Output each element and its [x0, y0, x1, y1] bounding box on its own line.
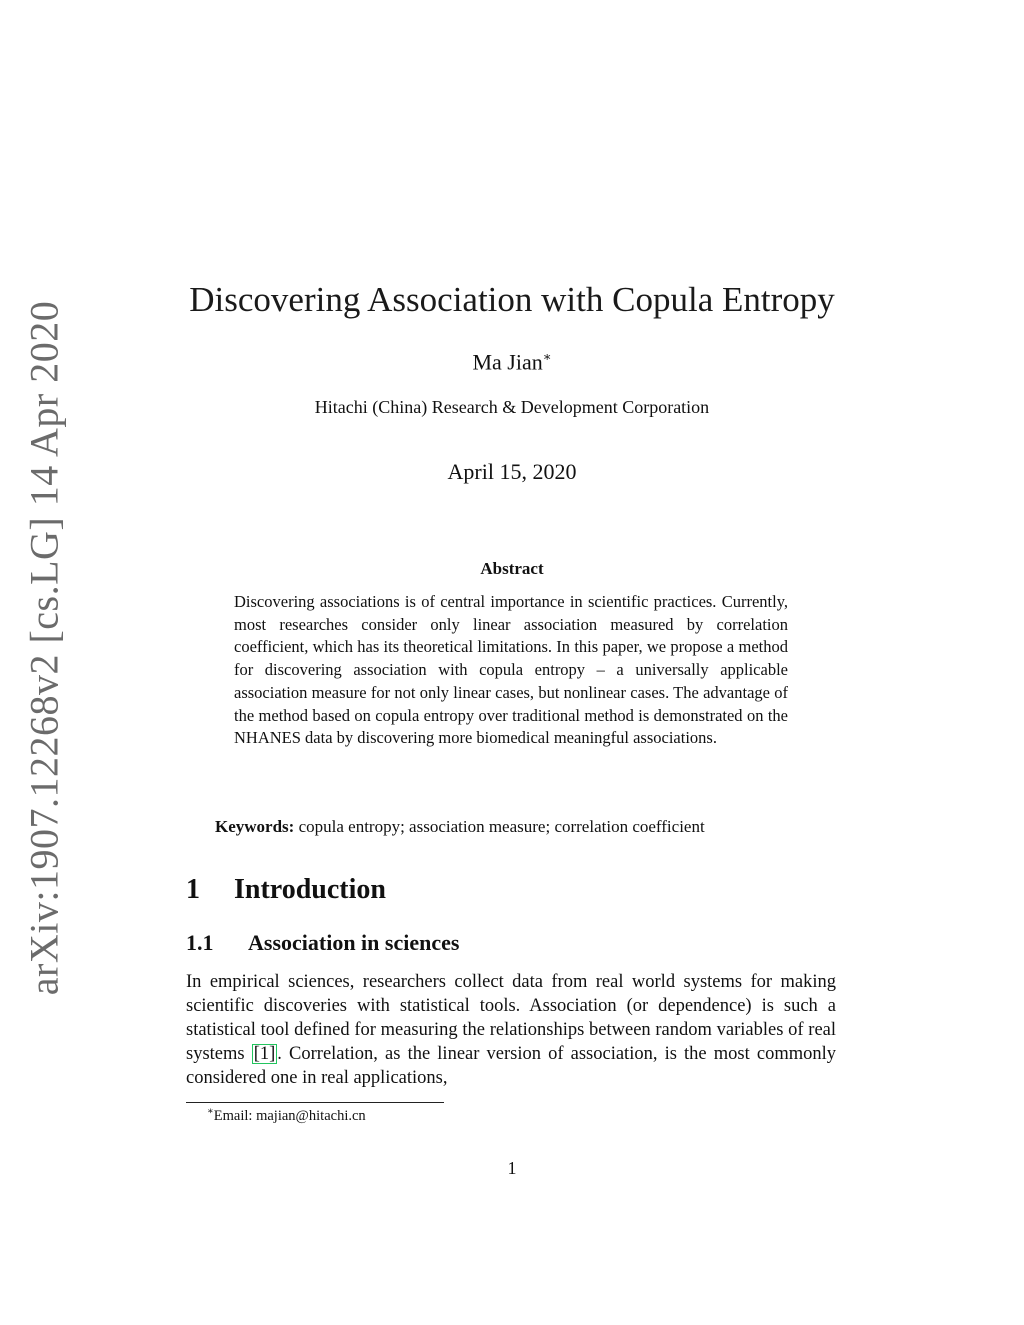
arxiv-identifier-stamp: arXiv:1907.12268v2 [cs.LG] 14 Apr 2020: [21, 300, 67, 996]
author-affiliation: Hitachi (China) Research & Development Corporation: [314, 397, 710, 417]
author-footnote-mark[interactable]: ∗: [542, 349, 552, 364]
subsection-number: 1.1: [186, 930, 214, 955]
keywords-label: Keywords:: [215, 817, 295, 836]
publication-date: April 15, 2020: [447, 459, 577, 484]
section-number: 1: [186, 874, 200, 905]
paragraph-text-after-citation: . Correlation, as the linear version of association, is the most commonly considered one in real applications,: [186, 1044, 836, 1088]
abstract-text: Discovering associations is of central importance in scientific practices. Currently, most researches consider only linear association measured by correlation coefficient, which has its theoretical limitations. In this paper, we propose a method for discovering association with copula entropy – a universally applicable association measure for not only linear cases, but nonlinear cases. The advantage of the method based on copula entropy over traditional method is demonstrated on the NHANES data by discovering more biomedical meaningful associations.: [234, 592, 788, 748]
section-title: Introduction: [234, 874, 386, 905]
paper-title: Discovering Association with Copula Entropy: [189, 280, 835, 319]
section-heading-introduction: [186, 874, 386, 906]
citation-link[interactable]: [1]: [253, 1044, 276, 1064]
introduction-paragraph: [186, 970, 836, 1090]
footnote-divider: [186, 1102, 444, 1103]
footnote-email: [207, 1106, 366, 1125]
subsection-heading-association: [186, 930, 459, 956]
abstract-heading: Abstract: [480, 559, 544, 578]
paragraph-text-before-citation: In empirical sciences, researchers collect data from real world systems for making scientific discoveries with statistical tools. Association (or dependence) is such a statistical tool defined for measuring the relationships between random variables of real systems: [186, 972, 836, 1064]
footnote-text: Email: majian@hitachi.cn: [213, 1107, 366, 1124]
keywords-line: [215, 817, 855, 837]
author-line: [0, 349, 1024, 375]
subsection-title: Association in sciences: [248, 930, 460, 955]
page-number: 1: [507, 1158, 517, 1178]
footnote-mark: ∗: [207, 1106, 214, 1117]
keywords-text: copula entropy; association measure; correlation coefficient: [298, 817, 705, 836]
author-name: Ma Jian: [472, 349, 543, 375]
